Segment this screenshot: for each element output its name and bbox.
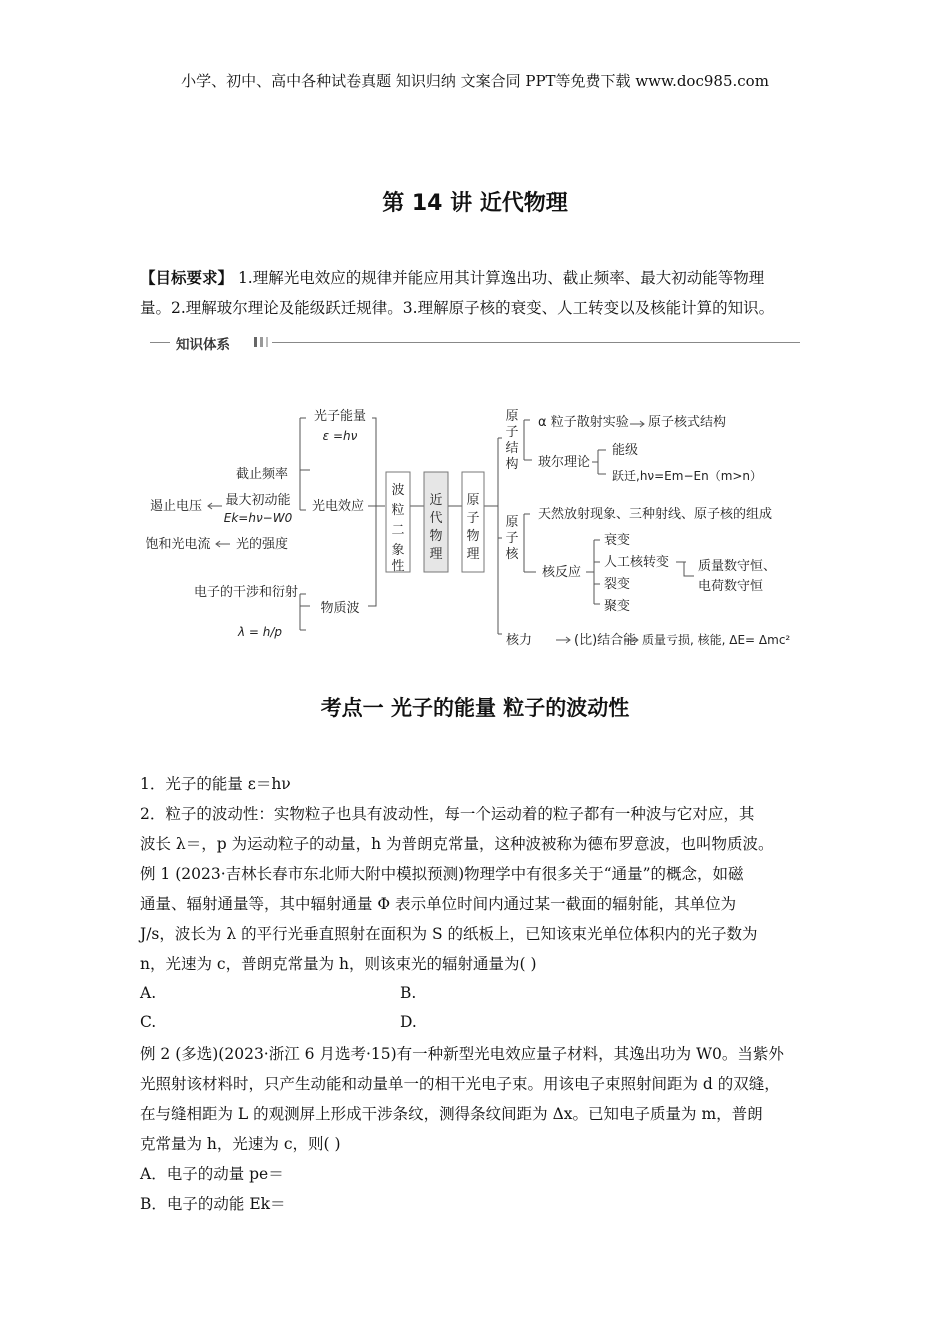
duality-label: 波粒二象性 [391,483,405,574]
example-2-line: 光照射该材料时，只产生动能和动量单一的相干光电子束。用该电子束照射间距为 d 的双缝， [140,1075,780,1093]
lambda-formula: λ = h/p [237,625,282,639]
option-c: C. [140,1013,157,1031]
energy-level-label: 能级 [612,443,639,458]
transition-label: 跃迁,hν=Em−En（m>n） [612,469,763,483]
mass-defect-label: 质量亏损, 核能, ΔE= Δmc² [642,633,791,647]
body-line: 2．粒子的波动性：实物粒子也具有波动性，每一个运动着的粒子都有一种波与它对应，其 [140,805,755,823]
alpha-scattering-label: α 粒子散射实验 [538,415,629,430]
connector [676,562,694,576]
connector [498,438,502,634]
decay-label: 衰变 [604,533,631,548]
lecture-title: 第 14 讲 近代物理 [382,191,568,216]
nuclear-model-label: 原子核式结构 [648,415,727,430]
stop-voltage-label: 遏止电压 [149,499,203,514]
knowledge-bar [150,335,800,353]
ke-formula: Ek=hν−W0 [223,511,293,525]
bar-mark [260,337,263,347]
body-line: 1．光子的能量 ε＝hν [140,775,291,793]
knowledge-diagram [0,390,950,650]
matter-wave-label: 物质波 [320,601,360,616]
example-2-line: 在与缝相距为 L 的观测屏上形成干涉条纹，测得条纹间距为 Δx。已知电子质量为 m，普朗 [140,1105,763,1123]
connector [524,514,536,572]
artificial-label: 人工核转变 [604,555,670,570]
option-d: D. [400,1013,417,1031]
goal-tag: 【目标要求】 [140,269,234,287]
cutoff-freq-label: 截止频率 [235,467,289,482]
example-1-line: 通量、辐射通量等，其中辐射通量 Φ 表示单位时间内通过某一截面的辐射能，其单位为 [140,895,737,913]
example-2-option-a: A．电子的动量 pe＝ [140,1165,284,1183]
bar-mark [266,337,268,347]
example-1-line: 例 1 (2023·吉林长春市东北师大附中模拟预测)物理学中有很多关于“通量”的概念，如磁 [140,865,744,883]
fusion-label: 聚变 [604,599,631,614]
photoelectric-label: 光电效应 [311,499,365,514]
modern-physics-label: 近代物理 [429,493,443,562]
arrow [556,637,570,643]
connector [300,594,306,630]
charge-conservation-label: 电荷数守恒 [698,579,764,594]
atomic-physics-label: 原子物理 [466,493,480,562]
option-b: B. [400,984,417,1002]
nuclear-reaction-label: 核反应 [542,565,582,580]
bohr-theory-label: 玻尔理论 [538,455,591,470]
connector [368,418,376,606]
nucleus-label: 原子核 [505,515,519,562]
body-line: 波长 λ＝，p 为运动粒子的动量，h 为普朗克常量，这种波被称为德布罗意波，也叫物质波。 [140,835,774,853]
saturation-current-label: 饱和光电流 [145,537,211,552]
bar-line-left [150,342,170,343]
arrow [630,421,644,427]
example-1-line: J/s，波长为 λ 的平行光垂直照射在面积为 S 的纸板上，已知该束光单位体积内的光子数为 [140,925,758,943]
natural-radioactivity-label: 天然放射现象、三种射线、原子核的组成 [538,507,773,522]
goal-line-2: 量。2.理解玻尔理论及能级跃迁规律。3.理解原子核的衰变、人工转变以及核能计算的知识。 [140,299,775,317]
connector [592,450,606,474]
section-title: 考点一 光子的能量 粒子的波动性 [320,696,630,720]
connector [300,594,310,630]
atomic-structure-label: 原子结构 [505,409,519,472]
light-intensity-label: 光的强度 [235,537,289,552]
photon-energy-label: 光子能量 [313,409,367,424]
example-1-line: n，光速为 c，普朗克常量为 h，则该束光的辐射通量为( ) [140,955,537,973]
photon-formula: ε =hν [322,429,358,443]
fission-label: 裂变 [604,577,631,592]
arrow [216,541,230,547]
example-2-line: 例 2 (多选)(2023·浙江 6 月选考·15)有一种新型光电效应量子材料，其逸出功为 W0。当紫外 [140,1045,784,1063]
knowledge-bar-label: 知识体系 [176,337,230,353]
nuclear-force-label: 核力 [506,633,533,648]
bar-mark [254,337,257,347]
option-a: A. [140,984,157,1002]
arrow [208,503,222,509]
example-2-option-b: B．电子的动能 Ek＝ [140,1195,286,1213]
goal-line-1 [140,266,764,288]
binding-energy-label: (比)结合能 [574,633,637,648]
bar-line-right [272,342,800,343]
mass-conservation-label: 质量数守恒、 [698,559,777,574]
connector [586,540,600,604]
page-header: 小学、初中、高中各种试卷真题 知识归纳 文案合同 PPT等免费下载 www.doc985.com [181,72,769,90]
example-2-line: 克常量为 h，光速为 c，则( ) [140,1135,341,1153]
max-ke-label: 最大初动能 [225,493,291,508]
connector [524,420,532,460]
interference-label: 电子的干涉和衍射 [193,585,299,600]
goal-text-1: 1.理解光电效应的规律并能应用其计算逸出功、截止频率、最大初动能等物理 [233,269,765,287]
